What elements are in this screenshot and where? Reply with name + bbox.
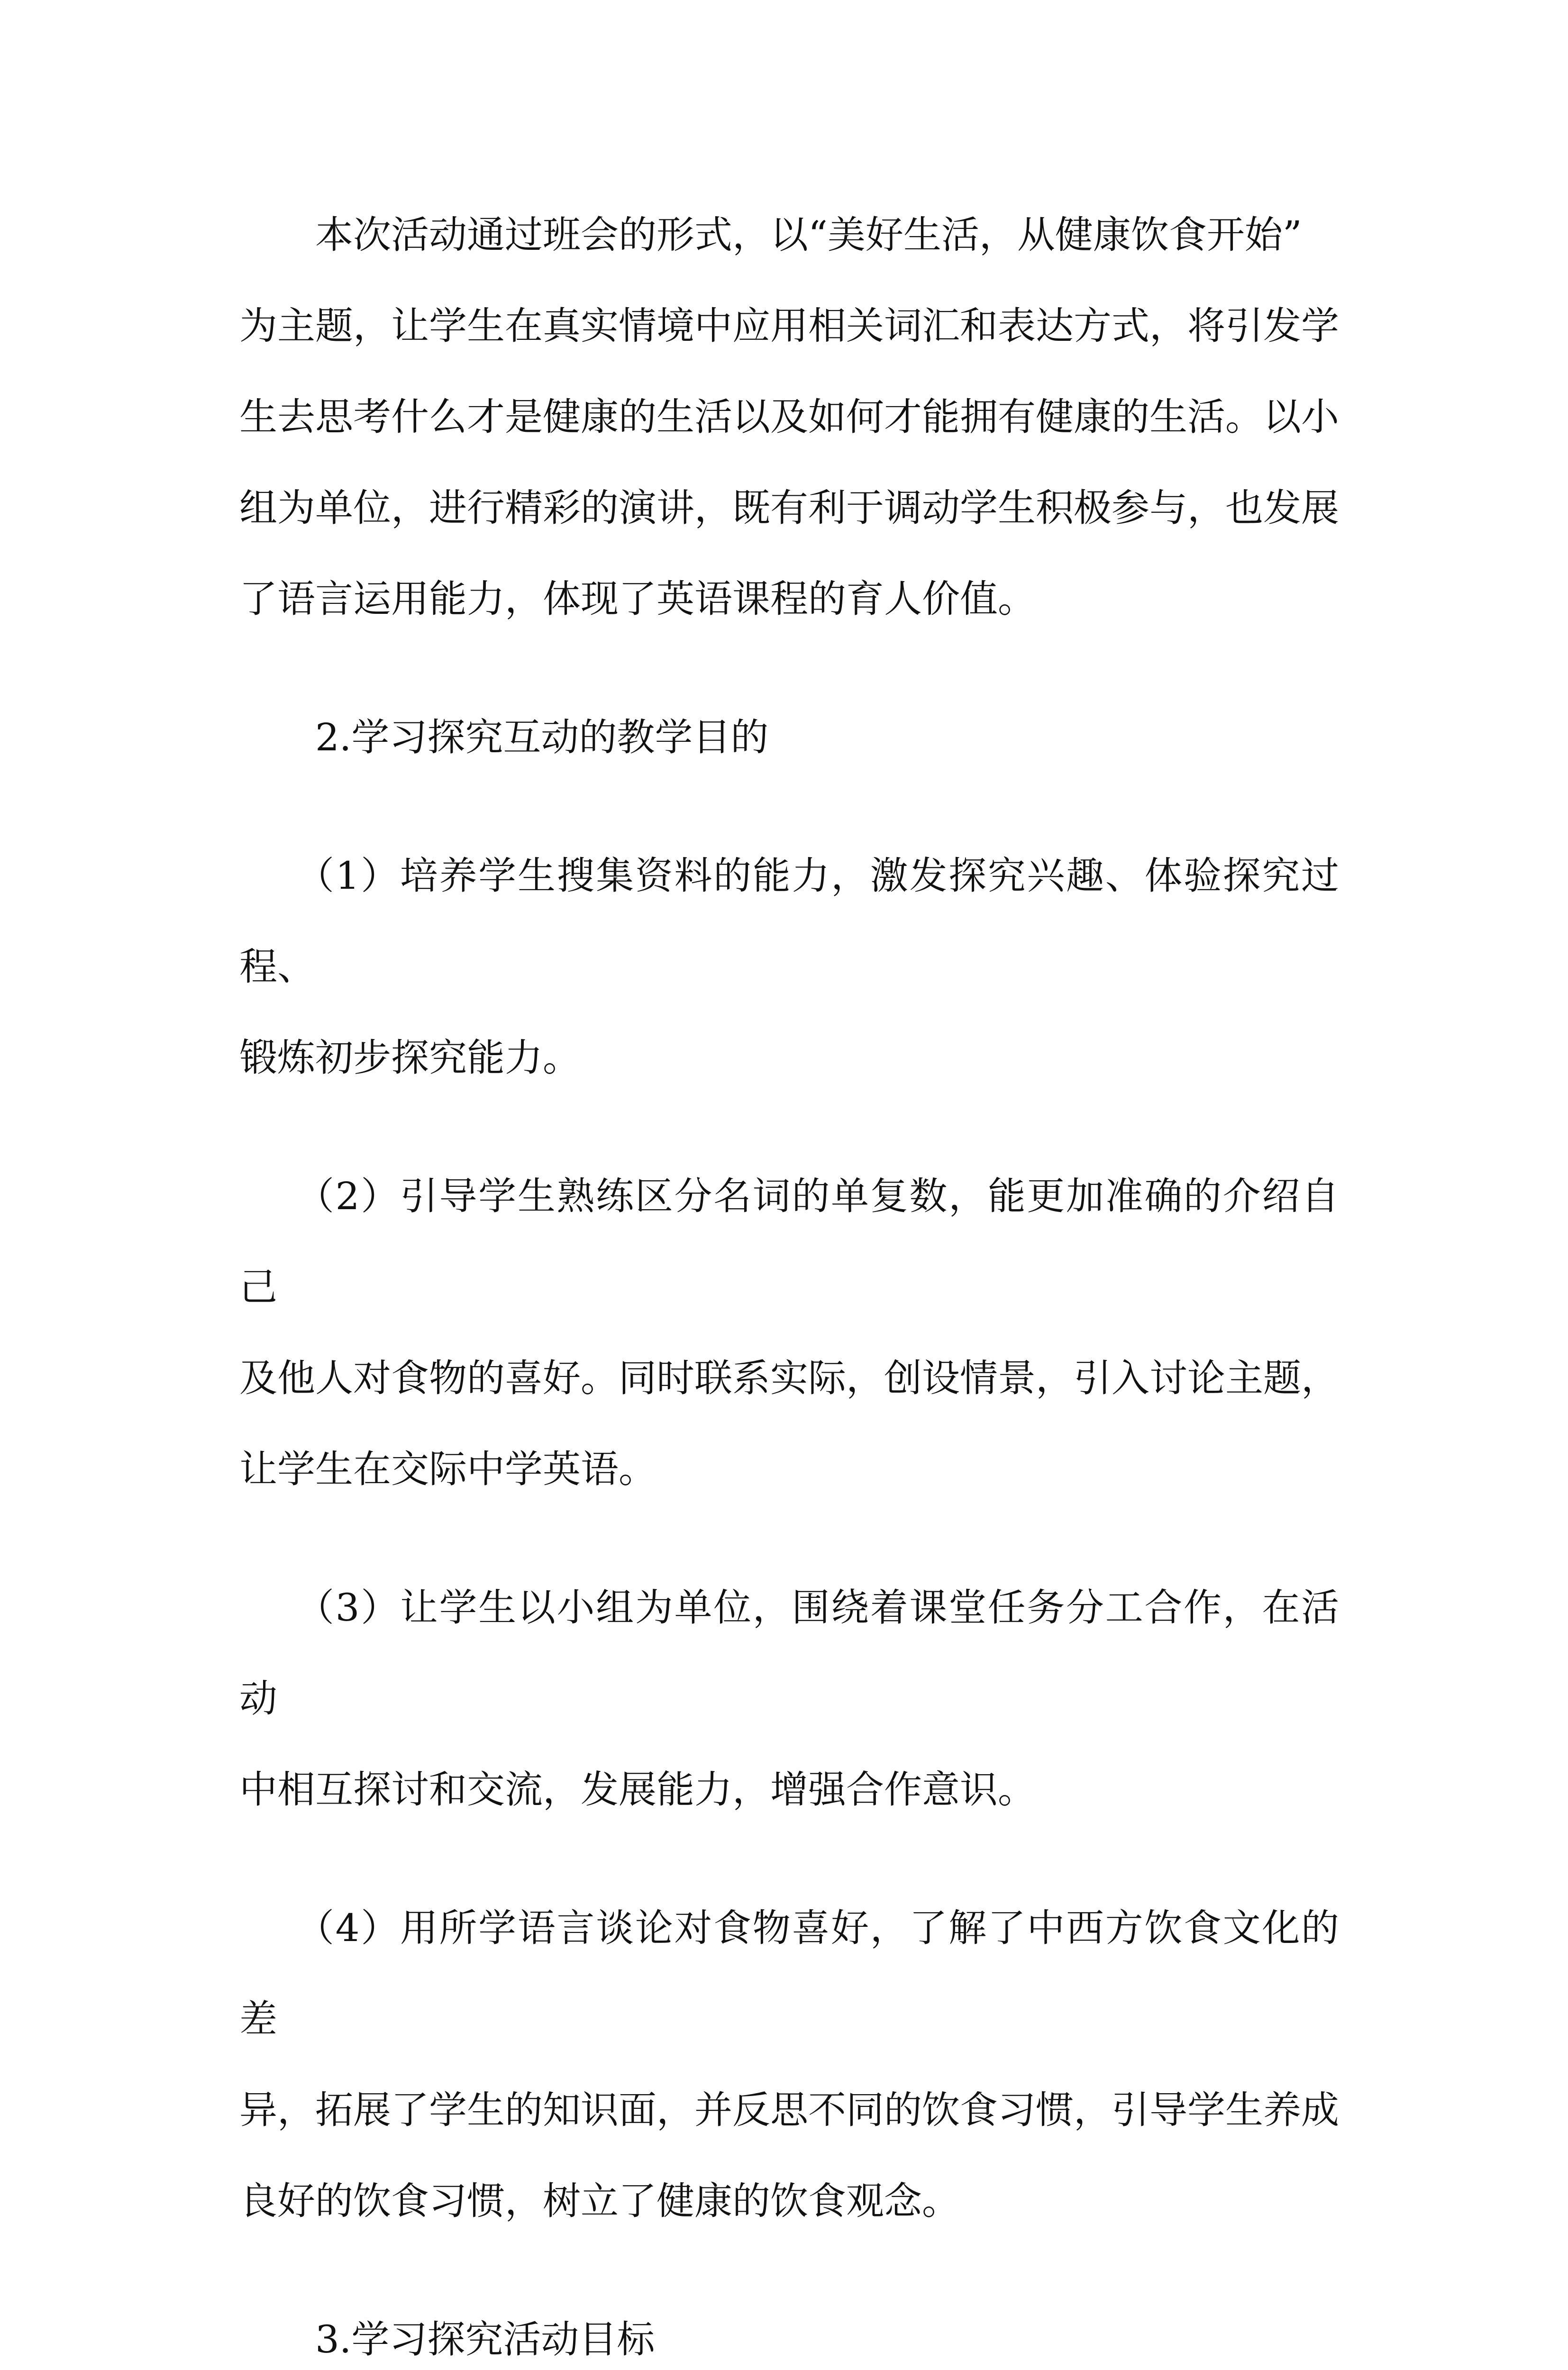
text-line: 为主题，让学生在真实情境中应用相关词汇和表达方式，将引发学 — [239, 304, 1339, 348]
text-line: 组为单位，进行精彩的演讲，既有利于调动学生积极参与，也发展 — [239, 486, 1339, 530]
text-line: 良好的饮食习惯，树立了健康的饮食观念。 — [239, 2179, 960, 2223]
paragraph-goal-3 — [239, 1562, 1339, 1835]
text-line: （2）引导学生熟练区分名词的单复数，能更加准确的介绍自己 — [239, 1174, 1339, 1309]
section-heading-3 — [239, 2294, 1339, 2370]
text-line: 中相互探讨和交流，发展能力，增强合作意识。 — [239, 1768, 1036, 1812]
paragraph-goal-2 — [239, 1151, 1339, 1515]
text-line: （4）用所学语言谈论对食物喜好，了解了中西方饮食文化的差 — [239, 1906, 1339, 2041]
paragraph-intro — [239, 190, 1339, 645]
paragraph-goal-1 — [239, 830, 1339, 1103]
text-line: （3）让学生以小组为单位，围绕着课堂任务分工合作，在活动 — [239, 1586, 1339, 1721]
text-line: 锻炼初步探究能力。 — [239, 1036, 581, 1080]
text-line: 让学生在交际中学英语。 — [239, 1447, 656, 1491]
paragraph-goal-4 — [239, 1883, 1339, 2247]
text-line: （1）培养学生搜集资料的能力，激发探究兴趣、体验探究过程、 — [239, 854, 1339, 989]
text-line: 异，拓展了学生的知识面，并反思不同的饮食习惯，引导学生养成 — [239, 2088, 1339, 2132]
text-line: 本次活动通过班会的形式，以“美好生活，从健康饮食开始” — [315, 213, 1302, 257]
text-line: 生去思考什么才是健康的生活以及如何才能拥有健康的生活。以小 — [239, 395, 1339, 439]
text-line: 了语言运用能力，体现了英语课程的育人价值。 — [239, 577, 1036, 621]
document-body — [239, 190, 1339, 2370]
text-line: 及他人对食物的喜好。同时联系实际，创设情景，引入讨论主题， — [239, 1356, 1339, 1400]
heading-text: 2.学习探究互动的教学目的 — [315, 715, 769, 759]
section-heading-2 — [239, 692, 1339, 783]
heading-text: 3.学习探究活动目标 — [315, 2317, 655, 2361]
